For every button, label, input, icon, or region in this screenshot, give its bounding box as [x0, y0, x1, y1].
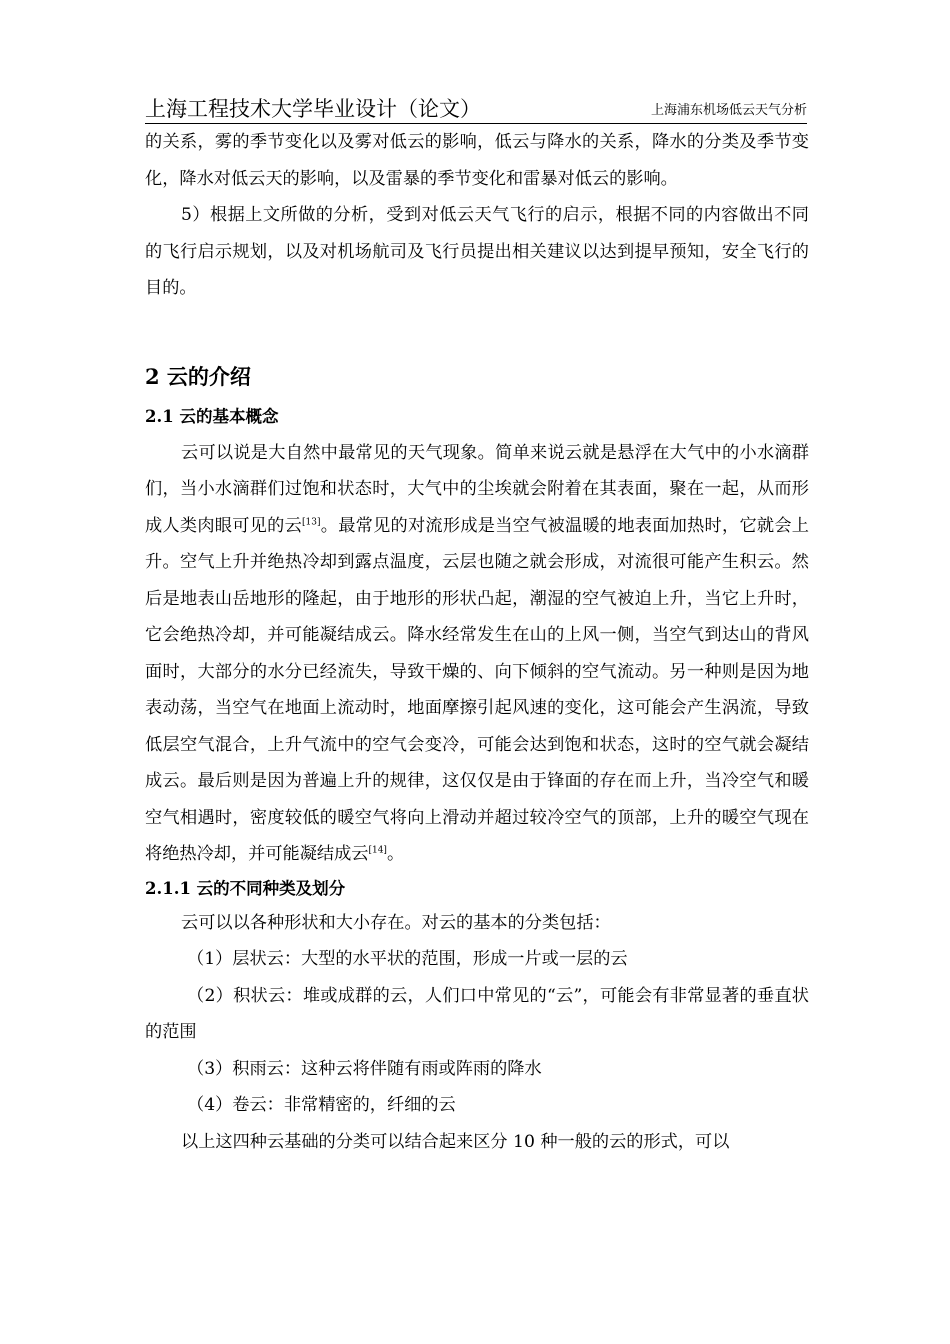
- body-paragraph: 的关系，雾的季节变化以及雾对低云的影响，低云与降水的关系，降水的分类及季节变化，降水对低云天的影响，以及雷暴的季节变化和雷暴对低云的影响。: [145, 132, 809, 189]
- list-item: （3）积雨云：这种云将伴随有雨或阵雨的降水: [187, 1058, 542, 1079]
- citation-ref: [13]: [302, 516, 321, 527]
- list-item: （1）层状云：大型的水平状的范围，形成一片或一层的云: [187, 949, 628, 969]
- body-text: 。最常见的对流形成是当空气被温暖的地表面加热时，它就会上升。空气上升并绝热冷却到露点温度，云层也随之就会形成，对流很可能产生积云。然后是地表山岳地形的隆起，由于地形的形状凸起，潮湿的空气被迫上升，当它上升时，它会绝热冷却，并可能凝结成云。降水经常发生在山的上风一侧，当空气到达山的背风面时，大部分的水分已经流失，导致干燥的、向下倾斜的空气流动。另一种则是因为地表动荡，当空气在地面上流动时，地面摩擦引起风速的变化，这可能会产生涡流，导致低层空气混合，上升气流中的空气会变冷，可能会达到饱和状态，这时的空气就会凝结成云。最后则是因为普遍上升的规律，这仅仅是由于锋面的存在而上升，当冷空气和暖空气相遇时，密度较低的暖空气将向上滑动并超过较冷空气的顶部，上升的暖空气现在将绝热冷却，并可能凝结成云: [145, 515, 809, 864]
- chapter-heading: 2 云的介绍: [145, 363, 251, 389]
- body-paragraph: [145, 435, 809, 873]
- section-heading: 2.1 云的基本概念: [145, 406, 279, 426]
- body-paragraph: 5）根据上文所做的分析，受到对低云天气飞行的启示，根据不同的内容做出不同的飞行启示规划，以及对机场航司及飞行员提出相关建议以达到提早预知，安全飞行的目的。: [145, 205, 809, 298]
- body-text: 。: [386, 844, 405, 864]
- page-header: [145, 96, 807, 124]
- body-paragraph: 云可以以各种形状和大小存在。对云的基本的分类包括：: [181, 912, 611, 933]
- page-body: [145, 124, 809, 1160]
- list-item: （2）积状云：堆或成群的云，人们口中常见的“云”，可能会有非常显著的垂直状的范围: [145, 985, 809, 1042]
- body-text: 云可以说是大自然中最常见的天气现象。简单来说云就是悬浮在大气中的小水滴群们，当小水滴群们过饱和状态时，大气中的尘埃就会附着在其表面，聚在一起，从而形成人类肉眼可见的云: [145, 442, 809, 536]
- citation-ref: [14]: [368, 845, 387, 856]
- header-topic-title: 上海浦东机场低云天气分析: [650, 103, 807, 118]
- subsection-heading: 2.1.1 云的不同种类及划分: [145, 878, 346, 898]
- header-thesis-title: 上海工程技术大学毕业设计（论文）: [145, 97, 481, 121]
- list-item: （4）卷云：非常精密的，纤细的云: [187, 1095, 456, 1115]
- body-paragraph: 以上这四种云基础的分类可以结合起来区分 10 种一般的云的形式，可以: [181, 1131, 730, 1152]
